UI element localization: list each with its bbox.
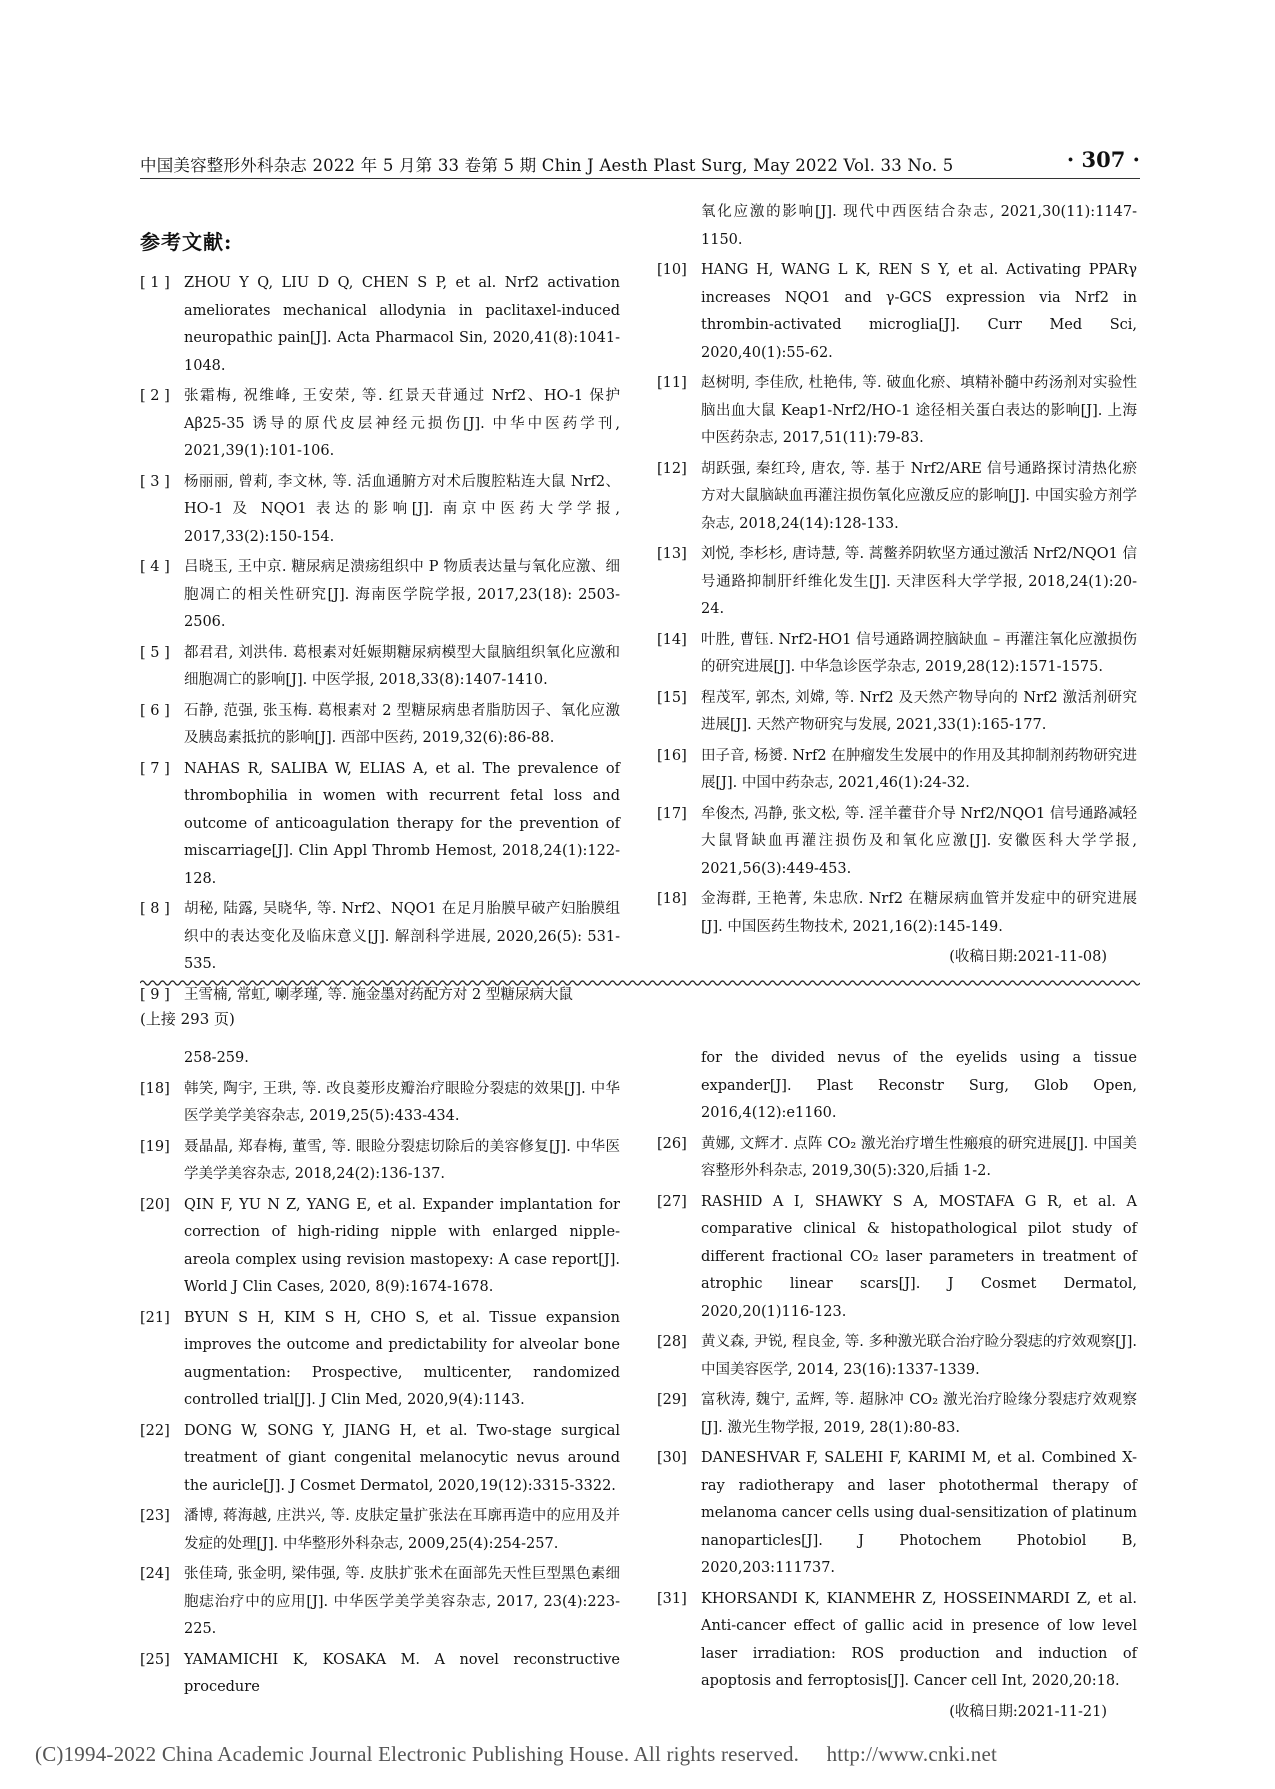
reference-number: [11] [657,375,687,391]
reference-number: [ 2 ] [140,388,170,404]
reference-text: 潘博, 蒋海越, 庄洪兴, 等. 皮肤定量扩张法在耳廓再造中的应用及并发症的处理[J]. 中华整形外科杂志, 2009,25(4):254-257. [184,1508,620,1552]
reference-number: [14] [657,631,687,648]
reference-item [140,1418,620,1501]
reference-number: [ 4 ] [140,559,170,575]
reference-text: 黄娜, 文辉才. 点阵 CO₂ 激光治疗增生性瘢痕的研究进展[J]. 中国美容整形外科杂志, 2019,30(5):320,后插 1-2. [701,1135,1137,1179]
reference-text: 胡秘, 陆露, 吴晓华, 等. Nrf2、NQO1 在足月胎膜早破产妇胎膜组织中的表达变化及临床意义[J]. 解剖科学进展, 2020,26(5): 531-535. [184,901,620,972]
reference-item [657,541,1137,624]
reference-item [657,685,1137,740]
reference-text: 胡跃强, 秦红玲, 唐农, 等. 基于 Nrf2/ARE 信号通路探讨清热化瘀方对大鼠脑缺血再灌注损伤氧化应激反应的影响[J]. 中国实验方剂学杂志, 2018,24(14):128-133. [701,460,1137,532]
reference-text: 都君君, 刘洪伟. 葛根素对妊娠期糖尿病模型大鼠脑组织氧化应激和细胞凋亡的影响[J]. 中医学报, 2018,33(8):1407-1410. [184,644,620,688]
reference-text: 刘悦, 李杉杉, 唐诗慧, 等. 蒿鳖养阴软坚方通过激活 Nrf2/NQO1 信号通路抑制肝纤维化发生[J]. 天津医科大学学报, 2018,24(1):20-24. [701,546,1137,617]
reference-number: [ 6 ] [140,702,170,719]
reference-number: [ 7 ] [140,760,170,777]
reference-item [140,896,620,979]
reference-text: DANESHVAR F, SALEHI F, KARIMI M, et al. Combined X-ray radiotherapy and laser photothermal therapy of melanoma cancer cells using dual-sensitization of platinum nanoparticles[J]. J Photochem Photobiol B, 2020,203:111737. [701,1450,1137,1576]
reference-text: 富秋涛, 魏宁, 孟辉, 等. 超脉冲 CO₂ 激光治疗睑缘分裂痣疗效观察[J]. 激光生物学报, 2019, 28(1):80-83. [701,1392,1137,1436]
page-number: · 307 · [1066,147,1140,172]
reference-text: YAMAMICHI K, KOSAKA M. A novel reconstructive procedure [184,1651,620,1695]
continued-from-label: (上接 293 页) [140,1010,235,1028]
reference-number: [ 3 ] [140,473,170,490]
reference-number: [31] [657,1590,687,1607]
reference-text: 田子音, 杨赟. Nrf2 在肿瘤发生发展中的作用及其抑制剂药物研究进展[J]. 中国中药杂志, 2021,46(1):24-32. [701,747,1137,791]
reference-text: 张佳琦, 张金明, 梁伟强, 等. 皮肤扩张术在面部先天性巨型黑色素细胞痣治疗中的应用[J]. 中华医学美学美容杂志, 2017, 23(4):223-225. [184,1566,620,1637]
reference-item [657,1189,1137,1327]
reference-continuation: 氧化应激的影响[J]. 现代中西医结合杂志, 2021,30(11):1147-1150. [701,204,1137,248]
references-bottom-left-column [140,1045,620,1705]
reference-text: 王雪楠, 常虹, 喇孝瑾, 等. 施金墨对药配方对 2 型糖尿病大鼠 [184,986,573,1003]
reference-number: [ 1 ] [140,275,170,291]
reference-item [657,456,1137,539]
reference-text: DONG W, SONG Y, JIANG H, et al. Two-stage surgical treatment of giant congenital melanocytic nevus around the auricle[J]. J Cosmet Dermatol, 2020,19(12):3315-3322. [184,1422,620,1494]
reference-item [657,1586,1137,1696]
reference-continuation: for the divided nevus of the eyelids using a tissue expander[J]. Plast Reconstr Surg, Glob Open, 2016,4(12):e1160. [701,1050,1137,1121]
reference-number: [30] [657,1450,687,1466]
reference-number: [21] [140,1309,170,1326]
reference-item [657,257,1137,367]
reference-text: 黄义森, 尹锐, 程良金, 等. 多种激光联合治疗睑分裂痣的疗效观察[J]. 中国美容医学, 2014, 23(16):1337-1339. [701,1334,1137,1378]
reference-number: [16] [657,747,687,764]
reference-number: [10] [657,262,687,278]
reference-number: [20] [140,1196,170,1213]
reference-list [657,1131,1137,1696]
reference-text: KHORSANDI K, KIANMEHR Z, HOSSEINMARDI Z, et al. Anti-cancer effect of gallic acid in presence of low level laser irradiation: ROS production and induction of apoptosis and ferroptosis[J]. Cancer cell Int, 2020,20:18. [701,1590,1137,1689]
section-divider-wavy [140,978,1140,988]
references-top-right-column [657,199,1137,972]
reference-item [140,756,620,894]
reference-number: [19] [140,1138,170,1155]
reference-number: [27] [657,1193,687,1210]
reference-item [657,801,1137,884]
reference-item [140,1076,620,1131]
reference-text: 张霜梅, 祝维峰, 王安荣, 等. 红景天苷通过 Nrf2、HO-1 保护 Aβ25-35 诱导的原代皮层神经元损伤[J]. 中华中医药学刊, 2021,39(1):101-106. [184,388,620,459]
reference-item [140,1305,620,1415]
received-date: (收稿日期:2021-11-08) [949,949,1107,965]
reference-item [140,270,620,380]
reference-text: BYUN S H, KIM S H, CHO S, et al. Tissue expansion improves the outcome and predictability for alveolar bone augmentation: Prospective, multicenter, randomized controlled trial[J]. J Clin Med, 2020,9(4):1143. [184,1309,620,1408]
received-date: (收稿日期:2021-11-21) [949,1703,1107,1720]
reference-number: [17] [657,805,687,822]
reference-number: [18] [140,1080,170,1097]
reference-number: [25] [140,1651,170,1668]
reference-item [657,1445,1137,1583]
reference-number: [ 5 ] [140,644,170,661]
reference-number: [ 9 ] [140,986,170,1003]
references-top-left-column [140,270,620,1012]
copyright-text: (C)1994-2022 China Academic Journal Electronic Publishing House. All rights reserved. [35,1742,800,1766]
reference-number: [23] [140,1508,170,1524]
reference-item [657,627,1137,682]
reference-item [657,370,1137,453]
reference-item [140,1503,620,1558]
reference-text: QIN F, YU N Z, YANG E, et al. Expander implantation for correction of high-riding nipple with enlarged nipple-areola complex using revision mastopexy: A case report[J]. World J Clin Cases, 2020, 8(9):1674-1678. [184,1196,620,1295]
reference-text: 程茂军, 郭杰, 刘嫦, 等. Nrf2 及天然产物导向的 Nrf2 激活剂研究进展[J]. 天然产物研究与发展, 2021,33(1):165-177. [701,689,1137,733]
references-bottom-right-column [657,1045,1137,1726]
copyright-footer [35,1742,997,1767]
reference-number: [29] [657,1392,687,1408]
reference-text: 叶胜, 曹钰. Nrf2-HO1 信号通路调控脑缺血 – 再灌注氧化应激损伤的研究进展[J]. 中华急诊医学杂志, 2019,28(12):1571-1575. [701,631,1137,675]
reference-item [657,886,1137,941]
reference-text: 牟俊杰, 冯静, 张文松, 等. 淫羊藿苷介导 Nrf2/NQO1 信号通路减轻大鼠肾缺血再灌注损伤及和氧化应激[J]. 安徽医科大学学报, 2021,56(3):449-453. [701,805,1137,877]
reference-text: 聂晶晶, 郑春梅, 董雪, 等. 眼睑分裂痣切除后的美容修复[J]. 中华医学美学美容杂志, 2018,24(2):136-137. [184,1138,620,1182]
reference-list [657,257,1137,941]
reference-text: NAHAS R, SALIBA W, ELIAS A, et al. The prevalence of thrombophilia in women with recurrent fetal loss and outcome of anticoagulation therapy for the prevention of miscarriage[J]. Clin Appl Thromb Hemost, 2018,24(1):122-128. [184,760,620,887]
reference-text: 吕晓玉, 王中京. 糖尿病足溃疡组织中 P 物质表达量与氧化应激、细胞凋亡的相关性研究[J]. 海南医学院学报, 2017,23(18): 2503-2506. [184,559,620,630]
reference-item [140,1647,620,1702]
references-heading: 参考文献: [140,230,233,254]
reference-item [140,1192,620,1302]
reference-item [657,1329,1137,1384]
reference-text: HANG H, WANG L K, REN S Y, et al. Activating PPARγ increases NQO1 and γ-GCS expression via Nrf2 in thrombin-activated microglia[J]. Curr Med Sci, 2020,40(1):55-62. [701,262,1137,361]
reference-text: 石静, 范强, 张玉梅. 葛根素对 2 型糖尿病患者脂肪因子、氧化应激及胰岛素抵抗的影响[J]. 西部中医药, 2019,32(6):86-88. [184,702,620,746]
reference-number: [18] [657,891,687,907]
reference-number: [12] [657,460,687,477]
reference-number: [24] [140,1566,170,1582]
reference-number: [22] [140,1422,170,1439]
reference-text: RASHID A I, SHAWKY S A, MOSTAFA G R, et al. A comparative clinical & histopathological pilot study of different fractional CO₂ laser parameters in treatment of atrophic linear scars[J]. J Cosmet Dermatol, 2020,20(1)116-123. [701,1193,1137,1320]
reference-item [140,1134,620,1189]
reference-item [140,383,620,466]
reference-number: [15] [657,689,687,706]
reference-text: ZHOU Y Q, LIU D Q, CHEN S P, et al. Nrf2 activation ameliorates mechanical allodynia in paclitaxel-induced neuropathic pain[J]. Acta Pharmacol Sin, 2020,41(8):1041-1048. [184,275,620,374]
reference-text: 金海群, 王艳菁, 朱忠欣. Nrf2 在糖尿病血管并发症中的研究进展[J]. 中国医药生物技术, 2021,16(2):145-149. [701,891,1137,935]
header-divider [140,178,1140,179]
reference-list [140,1076,620,1702]
reference-item [657,1131,1137,1186]
reference-number: [ 8 ] [140,901,170,917]
reference-item [140,698,620,753]
website-link[interactable]: http://www.cnki.net [826,1742,997,1766]
reference-text: 赵树明, 李佳欣, 杜艳伟, 等. 破血化瘀、填精补髓中药汤剂对实验性脑出血大鼠 Keap1-Nrf2/HO-1 途径相关蛋白表达的影响[J]. 上海中医药杂志, 2017,51(11):79-83. [701,375,1137,446]
reference-number: [13] [657,546,687,562]
reference-item [140,1561,620,1644]
reference-number: [28] [657,1334,687,1350]
reference-text: 韩笑, 陶宇, 王珙, 等. 改良菱形皮瓣治疗眼睑分裂痣的效果[J]. 中华医学美学美容杂志, 2019,25(5):433-434. [184,1080,620,1124]
reference-item [140,640,620,695]
reference-item [140,554,620,637]
reference-continuation: 258-259. [184,1050,249,1066]
reference-item [140,469,620,552]
journal-citation: 中国美容整形外科杂志 2022 年 5 月第 33 卷第 5 期 Chin J Aesth Plast Surg, May 2022 Vol. 33 No. 5 [140,156,954,175]
reference-item [657,1387,1137,1442]
reference-item [657,743,1137,798]
running-header [140,147,1140,178]
reference-text: 杨丽丽, 曾莉, 李文林, 等. 活血通腑方对术后腹腔粘连大鼠 Nrf2、HO-1 及 NQO1 表达的影响[J]. 南京中医药大学学报, 2017,33(2):150-154. [184,473,620,545]
reference-number: [26] [657,1135,687,1152]
